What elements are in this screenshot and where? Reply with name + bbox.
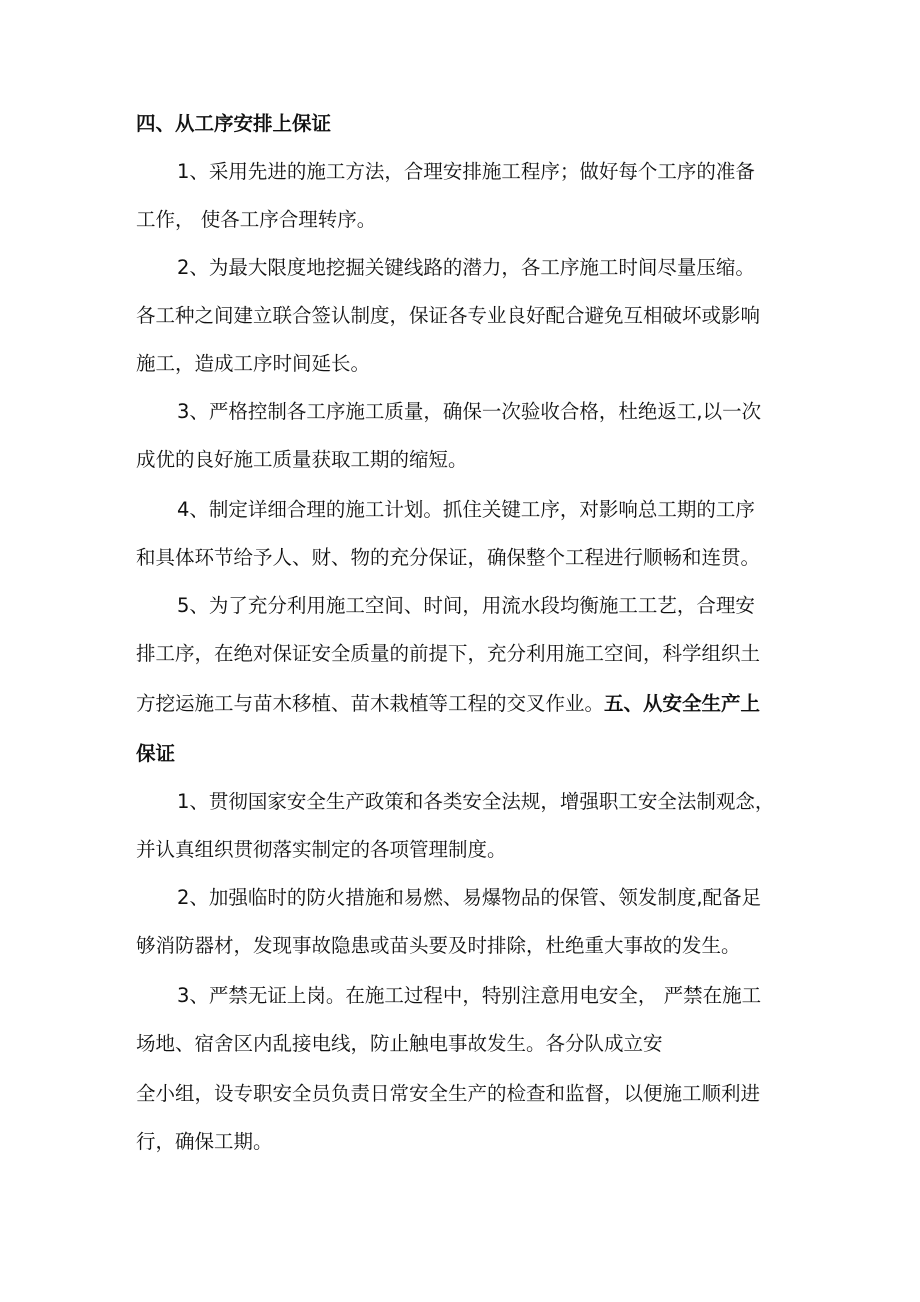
s4-item-3-line-2: 成优的良好施工质量获取工期的缩短。 xyxy=(136,448,468,471)
s4-item-1-line-2: 工作， 使各工序合理转序。 xyxy=(136,208,377,231)
s5-item-2-line-2: 够消防器材，发现事故隐患或苗头要及时排除，杜绝重大事故的发生。 xyxy=(136,934,741,957)
s4-item-2-line-3: 施工，造成工序时间延长。 xyxy=(136,352,371,375)
s5-item-3-line-4: 行，确保工期。 xyxy=(136,1130,273,1153)
s4-item-5-line-3 xyxy=(136,682,796,726)
s4-item-2-line-2: 各工种之间建立联合签认制度，保证各专业良好配合避免互相破坏或影响 xyxy=(136,304,761,327)
s5-item-3-line-1: 3、严禁无证上岗。在施工过程中，特别注意用电安全， 严禁在施工 xyxy=(177,984,762,1007)
s5-item-3-line-3: 全小组，设专职安全员负责日常安全生产的检查和监督，以便施工顺利进 xyxy=(136,1082,761,1105)
section-5-heading-part-2: 保证 xyxy=(136,742,176,765)
s4-item-2-line-1: 2、为最大限度地挖掘关键线路的潜力，各工序施工时间尽量压缩。 xyxy=(177,256,755,279)
s4-item-4-line-1: 4、制定详细合理的施工计划。抓住关键工序，对影响总工期的工序 xyxy=(177,498,755,521)
s4-item-5-line-3-text: 方挖运施工与苗木移植、苗木栽植等工程的交叉作业。 xyxy=(136,692,605,715)
s4-item-4-line-2: 和具体环节给予人、财、物的充分保证，确保整个工程进行顺畅和连贯。 xyxy=(136,546,761,569)
section-4-heading: 四、从工序安排上保证 xyxy=(136,112,332,135)
s5-item-2-line-1: 2、加强临时的防火措施和易燃、易爆物品的保管、领发制度,配备足 xyxy=(177,886,762,909)
s5-item-3-line-2: 场地、宿舍区内乱接电线，防止触电事故发生。各分队成立安 xyxy=(136,1032,663,1055)
s4-item-5-line-1: 5、为了充分利用施工空间、时间，用流水段均衡施工工艺，合理安 xyxy=(177,594,755,617)
s5-item-1-line-1: 1、贯彻国家安全生产政策和各类安全法规，增强职工安全法制观念， xyxy=(177,790,775,813)
s5-item-1-line-2: 并认真组织贯彻落实制定的各项管理制度。 xyxy=(136,838,507,861)
s4-item-1-line-1: 1、采用先进的施工方法，合理安排施工程序；做好每个工序的准备 xyxy=(177,160,755,183)
section-5-heading-part-1: 五、从安全生产上 xyxy=(604,692,761,715)
s4-item-5-line-2: 排工序，在绝对保证安全质量的前提下，充分利用施工空间，科学组织土 xyxy=(136,642,761,665)
s4-item-3-line-1: 3、严格控制各工序施工质量，确保一次验收合格，杜绝返工,以一次 xyxy=(177,400,762,423)
